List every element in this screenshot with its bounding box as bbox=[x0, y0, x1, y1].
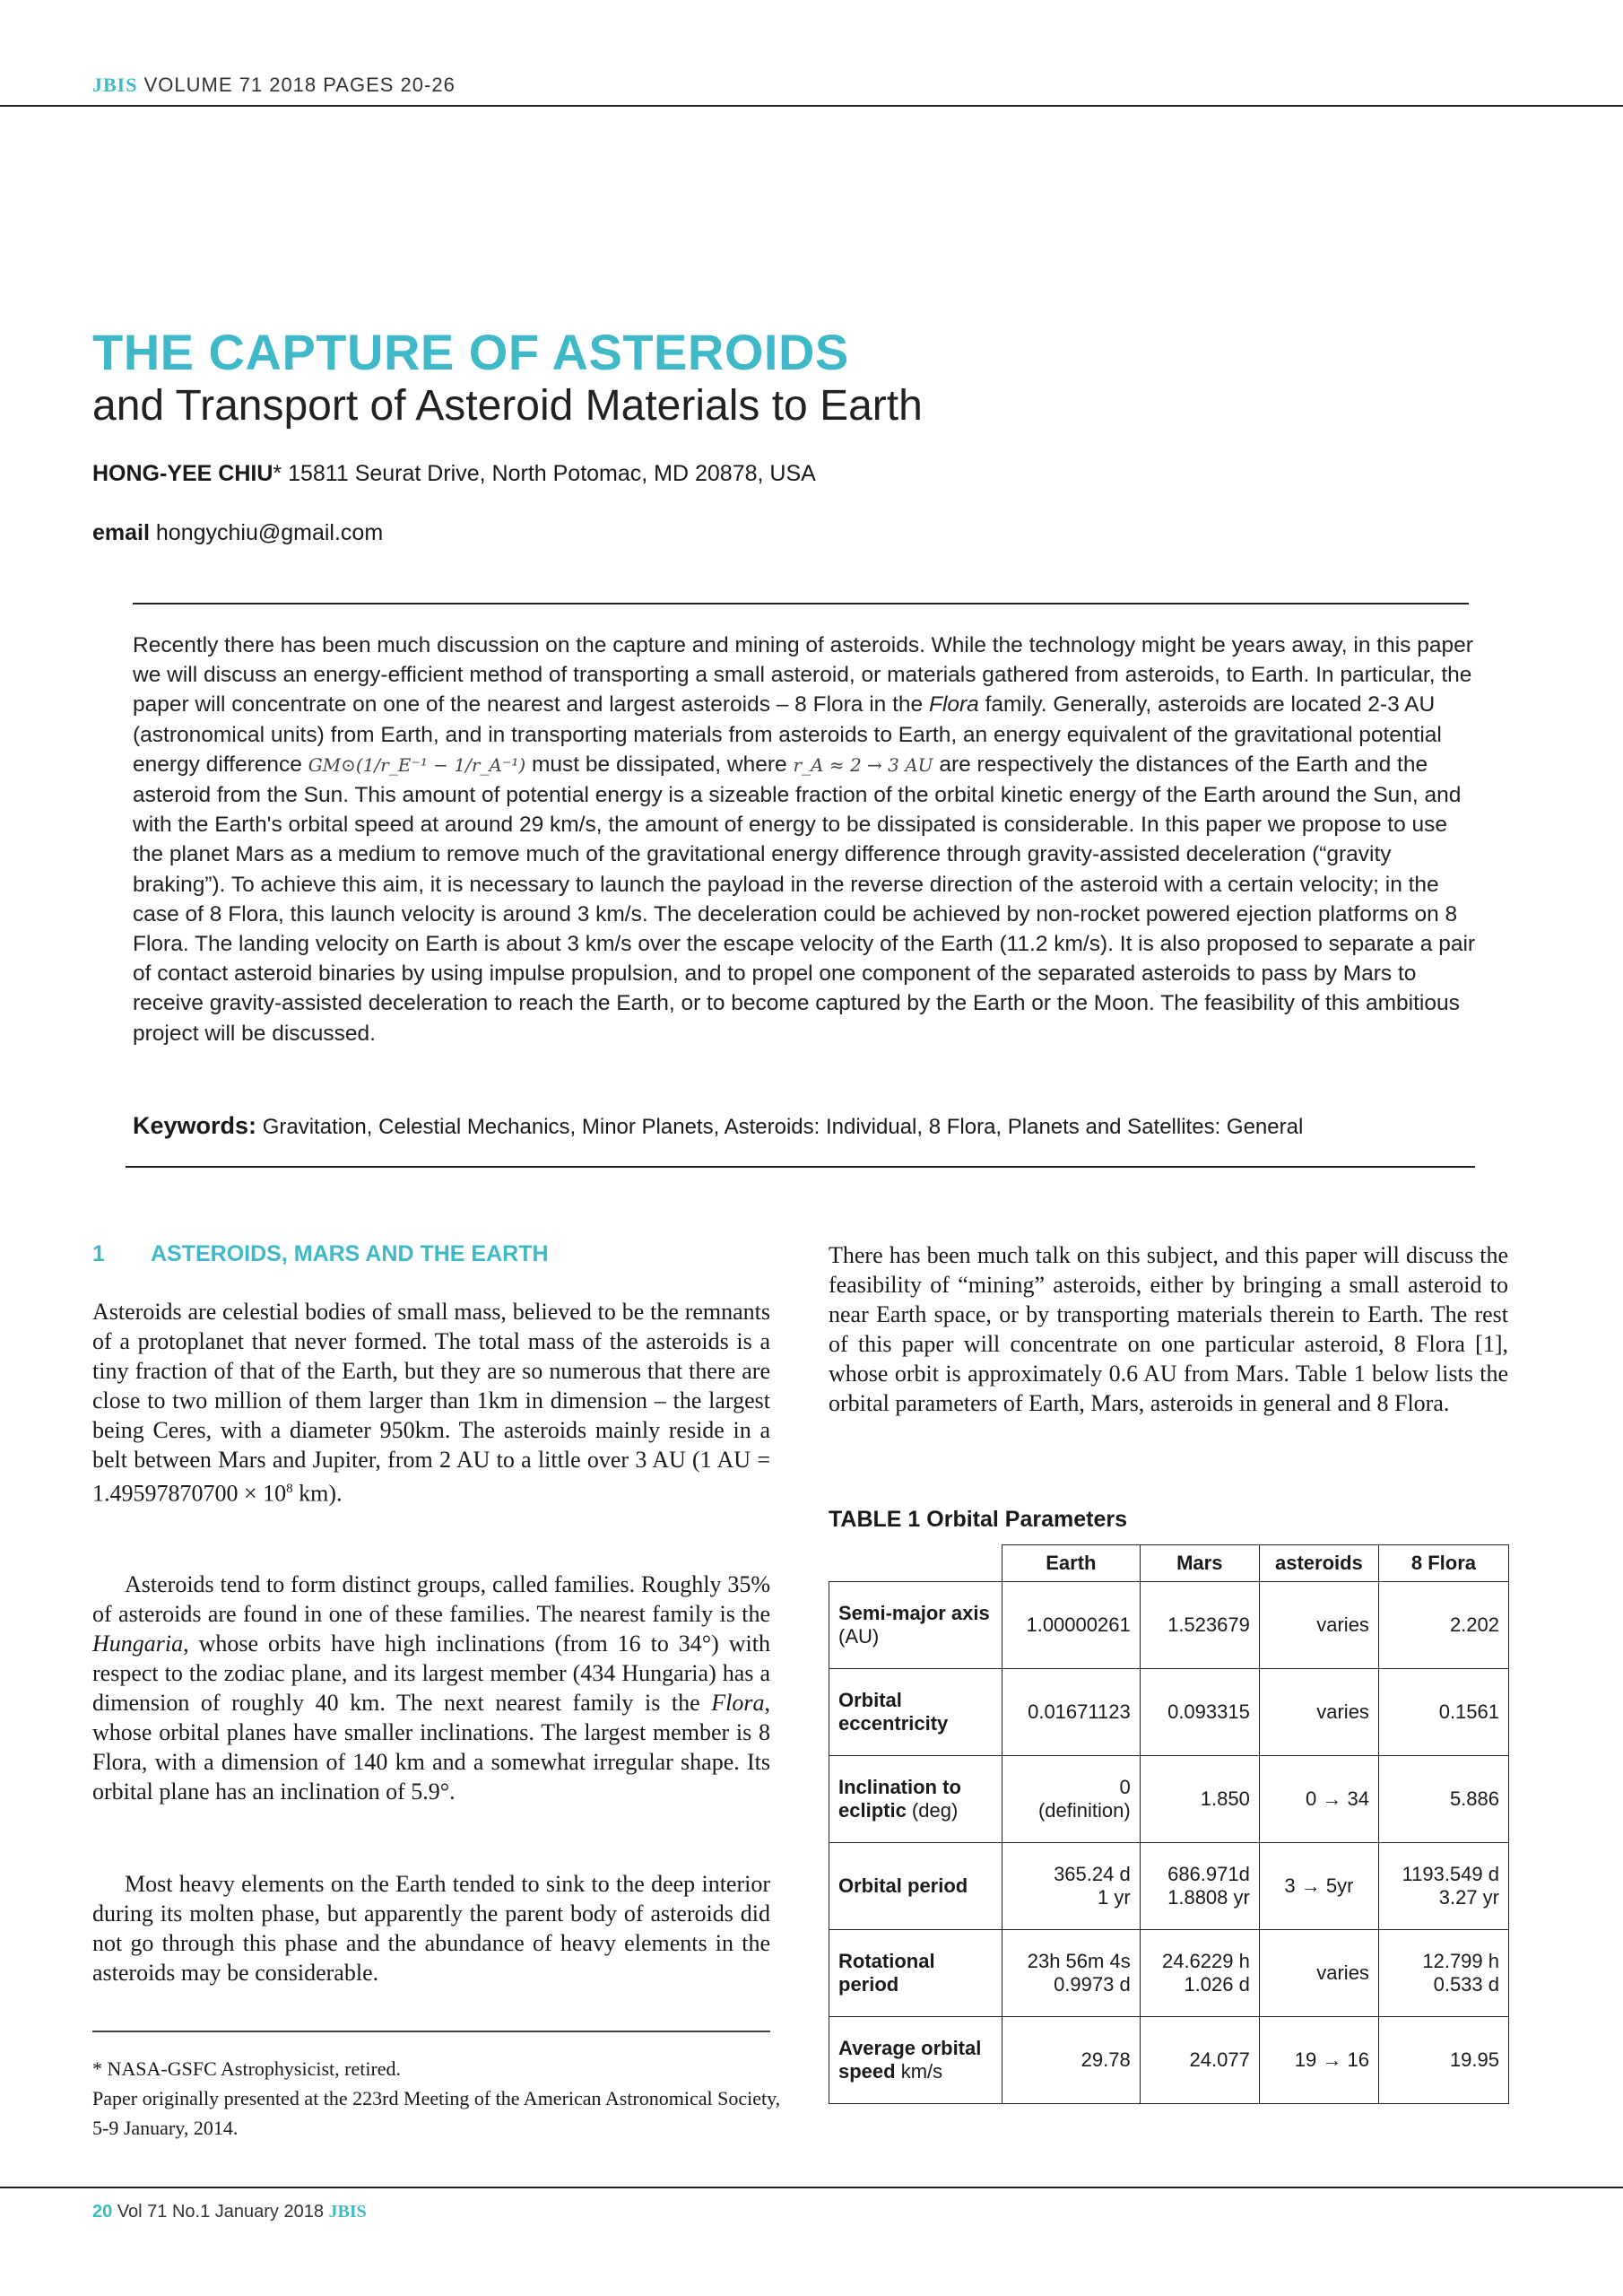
footer-rule bbox=[0, 2187, 1623, 2188]
table-cell: varies bbox=[1259, 1930, 1378, 2017]
row-label bbox=[829, 1756, 1002, 1843]
table-header-row bbox=[829, 1545, 1509, 1582]
cell-line: 1 yr bbox=[1098, 1886, 1131, 1909]
running-header bbox=[92, 74, 456, 97]
table-cell bbox=[1378, 1843, 1508, 1930]
cell-line: 24.6229 h bbox=[1161, 1950, 1250, 1972]
table-cell bbox=[1002, 1930, 1141, 2017]
cell-line: 1193.549 d bbox=[1402, 1863, 1499, 1885]
column-header: asteroids bbox=[1259, 1545, 1378, 1582]
section-heading bbox=[92, 1241, 549, 1267]
table-cell: 1.850 bbox=[1140, 1756, 1259, 1843]
table-cell: 0 → 34 bbox=[1259, 1756, 1378, 1843]
paragraph-text: km). bbox=[292, 1480, 343, 1507]
table-cell: 19 → 16 bbox=[1259, 2017, 1378, 2104]
cell-line: 0.9973 d bbox=[1054, 1973, 1131, 1996]
table-row bbox=[829, 1582, 1509, 1669]
abstract-top-rule bbox=[133, 603, 1469, 604]
abstract-text: must be dissipated, where bbox=[525, 752, 794, 777]
author-address: 15811 Seurat Drive, North Potomac, MD 20878, USA bbox=[288, 461, 816, 486]
footnote-line: Paper originally presented at the 223rd Meeting of the American Astronomical Society, 5-9 January, 2014. bbox=[92, 2087, 781, 2139]
article-title: THE CAPTURE OF ASTEROIDS bbox=[92, 324, 849, 380]
row-label-bold: Average orbital speed bbox=[838, 2037, 982, 2083]
footnote-line: * NASA-GSFC Astrophysicist, retired. bbox=[92, 2057, 402, 2080]
cell-line: 0 bbox=[1119, 1776, 1131, 1798]
abstract-formula: r_A ≈ 2 → 3 AU bbox=[793, 753, 933, 776]
abstract-formula: GM⊙(1/r_E⁻¹ − 1/r_A⁻¹) bbox=[308, 753, 526, 776]
table-row bbox=[829, 2017, 1509, 2104]
italic-term: Hungaria bbox=[92, 1631, 184, 1657]
paragraph-text: , whose orbits have high inclinations (from 16 to 34°) with respect to the zodiac plane, and its largest member (434 Hungaria) has a dimension of roughly 40 km. The next nearest family is the bbox=[92, 1631, 770, 1716]
cell-line: (definition) bbox=[1037, 1799, 1131, 1822]
abstract-italic: Flora bbox=[928, 692, 979, 718]
footnote bbox=[92, 2054, 783, 2143]
author-name: HONG-YEE CHIU bbox=[92, 461, 273, 486]
row-label-bold: Orbital period bbox=[838, 1874, 968, 1897]
table-cell: 29.78 bbox=[1002, 2017, 1141, 2104]
table-cell: 24.077 bbox=[1140, 2017, 1259, 2104]
row-label-bold: Orbital eccentricity bbox=[838, 1689, 949, 1735]
section-title: ASTEROIDS, MARS AND THE EARTH bbox=[151, 1241, 549, 1266]
issue-info: Vol 71 No.1 January 2018 bbox=[117, 2202, 324, 2222]
email-line bbox=[92, 520, 383, 546]
table-row bbox=[829, 1669, 1509, 1756]
table-cell: 0.01671123 bbox=[1002, 1669, 1141, 1756]
table-cell bbox=[1140, 1930, 1259, 2017]
row-label bbox=[829, 1930, 1002, 2017]
keywords-label: Keywords: bbox=[133, 1112, 257, 1139]
table-cell: 19.95 bbox=[1378, 2017, 1508, 2104]
row-label-unit: km/s bbox=[895, 2060, 943, 2083]
page-footer bbox=[92, 2202, 367, 2222]
cell-line: 686.971d bbox=[1167, 1863, 1250, 1885]
table-cell bbox=[1002, 1756, 1141, 1843]
section-number: 1 bbox=[92, 1241, 105, 1266]
author-line bbox=[92, 461, 816, 487]
email-address[interactable]: hongychiu@gmail.com bbox=[155, 520, 384, 545]
column-header: 8 Flora bbox=[1378, 1545, 1508, 1582]
table-cell: 3 → 5yr bbox=[1259, 1843, 1378, 1930]
italic-term: Flora bbox=[711, 1690, 765, 1716]
paragraph-text: Asteroids are celestial bodies of small mass, believed to be the remnants of a protoplanet that never formed. The total mass of the asteroids is a tiny fraction of that of the Earth, but they are so numerous that there are close to two million of them larger than 1km in dimension – the largest being Ceres, with a diameter 950km. The asteroids mainly reside in a belt between Mars and Jupiter, from 2 AU to a little over 3 AU (1 AU = 1.49597870700 × 10 bbox=[92, 1299, 770, 1507]
body-paragraph: There has been much talk on this subject, and this paper will discuss the feasibility of “mining” asteroids, either by bringing a small asteroid to near Earth space, or by transporting materials therein to Earth. The rest of this paper will concentrate on one particular asteroid, 8 Flora [1], whose orbit is approximately 0.6 AU from Mars. Table 1 below lists the orbital parameters of Earth, Mars, asteroids in general and 8 Flora. bbox=[829, 1242, 1508, 1416]
journal-name-footer: JBIS bbox=[328, 2202, 367, 2222]
row-label-bold: Semi-major axis bbox=[838, 1602, 990, 1624]
abstract-text: are respectively the distances of the Earth and the asteroid from the Sun. This amount of potential energy is a sizeable fraction of the orbital kinetic energy of the Earth around the Sun, and with the Earth's orbital speed at around 29 km/s, the amount of energy to be dissipated is considerable. In this paper we propose to use the planet Mars as a medium to remove much of the gravitational energy difference through gravity-assisted deceleration (“gravity braking”). To achieve this aim, it is necessary to launch the payload in the reverse direction of the asteroid with a certain velocity; in the case of 8 Flora, this launch velocity is around 3 km/s. The deceleration could be achieved by non-rocket powered ejection platforms on 8 Flora. The landing velocity on Earth is about 3 km/s over the escape velocity of the Earth (11.2 km/s). It is also proposed to separate a pair of contact asteroid binaries by using impulse propulsion, and to propel one component of the separated asteroids to pass by Mars to receive gravity-assisted deceleration to reach the Earth, or to become captured by the Earth or the Moon. The feasibility of this ambitious project will be discussed. bbox=[133, 752, 1476, 1046]
row-label-bold: Rotational period bbox=[838, 1950, 935, 1996]
table-row bbox=[829, 1756, 1509, 1843]
row-label bbox=[829, 2017, 1002, 2104]
column-header: Mars bbox=[1140, 1545, 1259, 1582]
row-label bbox=[829, 1669, 1002, 1756]
row-label-bold: Inclination to ecliptic bbox=[838, 1776, 961, 1822]
table-cell: varies bbox=[1259, 1582, 1378, 1669]
row-label bbox=[829, 1582, 1002, 1669]
row-label bbox=[829, 1843, 1002, 1930]
row-label-unit: (AU) bbox=[838, 1625, 880, 1648]
cell-line: 0.533 d bbox=[1433, 1973, 1499, 1996]
table-cell: 0.1561 bbox=[1378, 1669, 1508, 1756]
cell-line: 3.27 yr bbox=[1438, 1886, 1499, 1909]
abstract bbox=[133, 631, 1478, 1048]
table-cell: 1.00000261 bbox=[1002, 1582, 1141, 1669]
cell-line: 1.8808 yr bbox=[1167, 1886, 1250, 1909]
table-cell: 2.202 bbox=[1378, 1582, 1508, 1669]
table-cell bbox=[1378, 1930, 1508, 2017]
table-cell: varies bbox=[1259, 1669, 1378, 1756]
footnote-rule bbox=[92, 2031, 770, 2032]
abstract-text: Recently there has been much discussion on the capture and mining of asteroids. While the technology might be years away, in this paper we will discuss an energy-efficient method of transporting a small asteroid, or materials gathered from asteroids, to Earth. In particular, the paper will concentrate on one of the nearest and largest asteroids – 8 Flora in the bbox=[133, 633, 1473, 718]
body-paragraph bbox=[92, 1297, 770, 1509]
table-row bbox=[829, 1843, 1509, 1930]
cell-line: 365.24 d bbox=[1054, 1863, 1131, 1885]
email-label: email bbox=[92, 520, 150, 545]
orbital-parameters-table bbox=[829, 1544, 1509, 2104]
cell-line: 23h 56m 4s bbox=[1027, 1950, 1131, 1972]
article-subtitle: and Transport of Asteroid Materials to Earth bbox=[92, 382, 923, 430]
paragraph-text: , whose orbital planes have smaller inclinations. The largest member is 8 Flora, with a dimension of 140 km and a somewhat irregular shape. Its orbital plane has an inclination of 5.9°. bbox=[92, 1690, 770, 1805]
cell-line: 1.026 d bbox=[1184, 1973, 1250, 1996]
abstract-bottom-rule bbox=[126, 1166, 1475, 1168]
header-rule bbox=[0, 105, 1623, 107]
table-cell: 0.093315 bbox=[1140, 1669, 1259, 1756]
paragraph-text: Asteroids tend to form distinct groups, called families. Roughly 35% of asteroids are found in one of these families. The nearest family is the bbox=[92, 1571, 770, 1627]
keywords-list: Gravitation, Celestial Mechanics, Minor Planets, Asteroids: Individual, 8 Flora, Planets and Satellites: General bbox=[262, 1115, 1304, 1139]
page-number: 20 bbox=[92, 2202, 113, 2222]
table-cell: 1.523679 bbox=[1140, 1582, 1259, 1669]
keywords bbox=[133, 1112, 1478, 1140]
cell-line: 12.799 h bbox=[1422, 1950, 1499, 1972]
column-header: Earth bbox=[1002, 1545, 1141, 1582]
table-title: TABLE 1 Orbital Parameters bbox=[829, 1507, 1127, 1532]
body-paragraph: Most heavy elements on the Earth tended to sink to the deep interior during its molten phase, but apparently the parent body of asteroids did not go through this phase and the abundance of heavy elements in the asteroids may be considerable. bbox=[92, 1871, 770, 1986]
table-row bbox=[829, 1930, 1509, 2017]
table-corner bbox=[829, 1545, 1002, 1582]
superscript: 8 bbox=[286, 1482, 293, 1496]
table-cell: 5.886 bbox=[1378, 1756, 1508, 1843]
journal-name: JBIS bbox=[92, 74, 138, 96]
table-cell bbox=[1140, 1843, 1259, 1930]
row-label-unit: (deg) bbox=[906, 1799, 959, 1822]
author-footnote-mark: * bbox=[273, 461, 282, 486]
table-cell bbox=[1002, 1843, 1141, 1930]
abstract-text: family. Generally, asteroids are located 2-3 AU (astronomical units) from Earth, and in transporting materials from asteroids to Earth, an energy equivalent of the gravitational potential energy difference bbox=[133, 692, 1442, 777]
body-paragraph bbox=[92, 1570, 770, 1806]
volume-info: VOLUME 71 2018 PAGES 20-26 bbox=[143, 74, 456, 96]
